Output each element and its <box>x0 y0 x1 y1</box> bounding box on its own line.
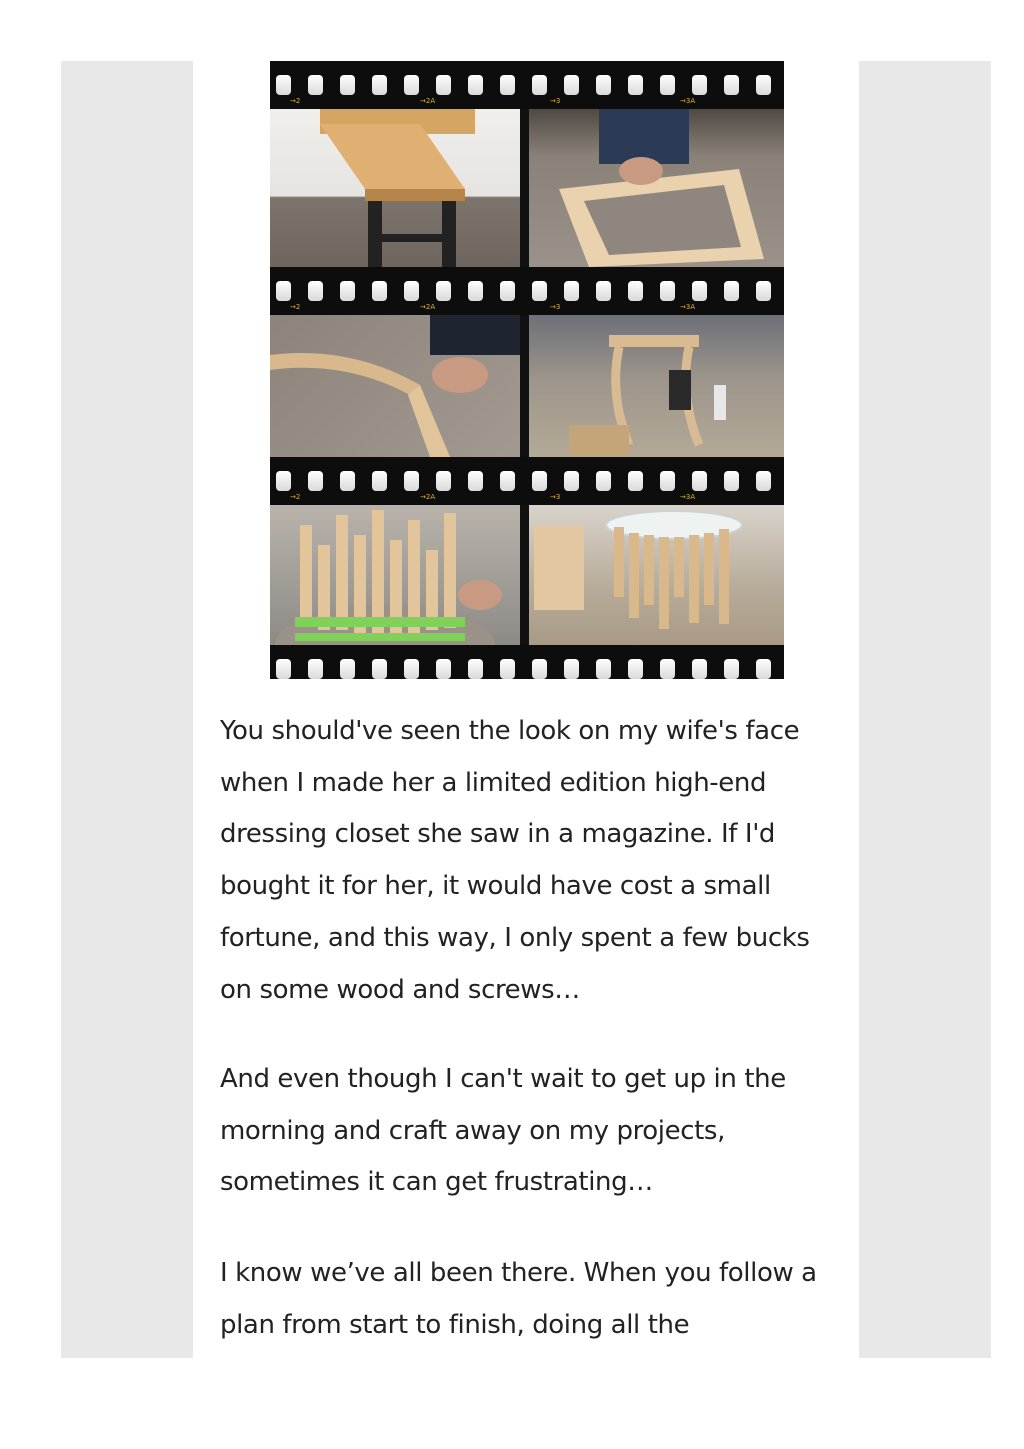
photo-finished-table <box>529 505 784 645</box>
frame-number: →2 <box>290 303 301 311</box>
article-content <box>193 61 859 1358</box>
sprocket-hole <box>468 75 483 95</box>
sprocket-hole <box>756 659 771 679</box>
article-paragraph: You should've seen the look on my wife's face when I made her a limited edition high-end dressing closet she saw in a magazine. If I'd bought it for her, it would have cost a small fortune, and this way, I only spent a few bucks on some wood and screws… <box>220 716 810 1005</box>
article-paragraph: I know we’ve all been there. When you follow a plan from start to finish, doing all the <box>220 1258 817 1340</box>
frame-number: →3A <box>680 97 696 105</box>
frame-number: →2A <box>420 303 436 311</box>
sprocket-hole <box>500 471 515 491</box>
sprocket-hole <box>404 281 419 301</box>
frame-number: →3 <box>550 97 561 105</box>
sprocket-hole <box>500 75 515 95</box>
sprocket-hole <box>628 281 643 301</box>
photo-bending-wood <box>270 315 520 457</box>
sprocket-hole <box>724 75 739 95</box>
sprocket-hole <box>308 471 323 491</box>
sprocket-hole <box>532 659 547 679</box>
frame-number: →2A <box>420 97 436 105</box>
sprocket-hole <box>660 471 675 491</box>
frame-number: →2 <box>290 493 301 501</box>
frame-number: →3 <box>550 493 561 501</box>
sprocket-hole <box>404 471 419 491</box>
sprocket-hole <box>276 75 291 95</box>
sprocket-hole <box>500 659 515 679</box>
sprocket-hole <box>372 471 387 491</box>
sprocket-hole <box>276 471 291 491</box>
frame-number: →3A <box>680 493 696 501</box>
sprocket-hole <box>532 75 547 95</box>
sprocket-hole <box>404 75 419 95</box>
sprocket-hole <box>436 659 451 679</box>
sprocket-hole <box>596 659 611 679</box>
sprocket-hole <box>372 281 387 301</box>
sprocket-hole <box>692 659 707 679</box>
photo-bar-stool <box>270 109 520 267</box>
filmstrip-image <box>270 61 784 679</box>
sprocket-hole <box>532 471 547 491</box>
sprocket-hole <box>436 281 451 301</box>
photo-frame-assembly <box>529 109 784 267</box>
left-side-panel <box>61 61 193 1358</box>
sprocket-hole <box>532 281 547 301</box>
sprocket-hole <box>596 471 611 491</box>
sprocket-hole <box>724 471 739 491</box>
sprocket-hole <box>564 471 579 491</box>
sprocket-hole <box>468 471 483 491</box>
sprocket-hole <box>660 281 675 301</box>
sprocket-hole <box>468 281 483 301</box>
sprocket-hole <box>660 75 675 95</box>
sprocket-hole <box>276 659 291 679</box>
right-side-panel <box>859 61 991 1358</box>
sprocket-hole <box>276 281 291 301</box>
sprocket-hole <box>308 281 323 301</box>
article-paragraph: And even though I can't wait to get up in the morning and craft away on my projects, sometimes it can get frustrating… <box>220 1064 786 1198</box>
sprocket-hole <box>628 659 643 679</box>
frame-number: →3A <box>680 303 696 311</box>
sprocket-hole <box>564 75 579 95</box>
sprocket-hole <box>564 281 579 301</box>
sprocket-hole <box>564 659 579 679</box>
sprocket-hole <box>692 75 707 95</box>
sprocket-hole <box>372 659 387 679</box>
sprocket-hole <box>596 75 611 95</box>
sprocket-hole <box>692 471 707 491</box>
sprocket-hole <box>340 75 355 95</box>
sprocket-hole <box>308 75 323 95</box>
sprocket-hole <box>436 75 451 95</box>
frame-number: →2A <box>420 493 436 501</box>
photo-slat-drum <box>270 505 520 645</box>
sprocket-hole <box>308 659 323 679</box>
frame-number: →2 <box>290 97 301 105</box>
sprocket-hole <box>756 471 771 491</box>
sprocket-hole <box>628 471 643 491</box>
sprocket-hole <box>340 281 355 301</box>
sprocket-hole <box>468 659 483 679</box>
sprocket-hole <box>756 75 771 95</box>
sprocket-hole <box>756 281 771 301</box>
sprocket-hole <box>692 281 707 301</box>
sprocket-hole <box>500 281 515 301</box>
sprocket-hole <box>372 75 387 95</box>
sprocket-hole <box>340 659 355 679</box>
sprocket-hole <box>596 281 611 301</box>
frame-number: →3 <box>550 303 561 311</box>
sprocket-hole <box>404 659 419 679</box>
sprocket-hole <box>660 659 675 679</box>
sprocket-hole <box>724 281 739 301</box>
sprocket-hole <box>628 75 643 95</box>
sprocket-hole <box>436 471 451 491</box>
sprocket-hole <box>724 659 739 679</box>
photo-table-frame <box>529 315 784 457</box>
sprocket-hole <box>340 471 355 491</box>
